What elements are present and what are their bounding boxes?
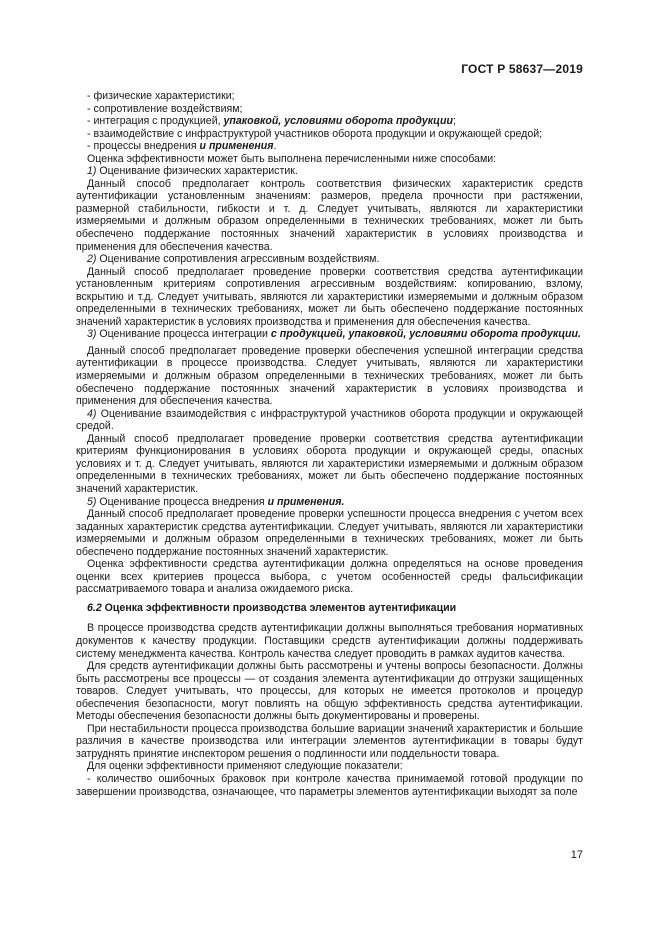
method-4-text: Данный способ предполагает проведение проверки соответствия средства аутентификации критериям функционирования в условиях оборота продукции и окружающей среды, опасных условиях и т. д. Следует учитывать, являются ли характеристики измеряемыми и должным образом определенными в технических требованиях, может ли быть обеспечено поддержание постоянных значений характеристик. xyxy=(76,432,583,495)
section-paragraph-5: - количество ошибочных браковок при контроле качества принимаемой готовой продукции по завершении производства, означающее, что параметры элементов аутентификации выходят за поле xyxy=(76,772,583,798)
document-body xyxy=(76,90,583,798)
bullet-integration-emphasis: упаковкой, условиями оборота продукции xyxy=(223,115,453,128)
method-3-title-text: Оценивание процесса интеграции xyxy=(96,328,271,341)
bullet-resistance: - сопротивление воздействиям; xyxy=(87,102,243,115)
method-3-text: Данный способ предполагает проведение проверки обеспечения успешной интеграции средства аутентификации в процессе производства. Следует учитывать, являются ли характеристики измеряемыми и должным образом определенными в технических требованиях, может ли быть обеспечено поддержание постоянных значений характеристик в условиях производства и применения для обеспечения качества. xyxy=(76,344,583,408)
summary-paragraph: Оценка эффективности средства аутентификации должна определяться на основе проведения оценки всех критериев процесса выбора, с учетом особенностей среды фальсификации рассматриваемого товара и анализа ожидаемого риска. xyxy=(76,558,583,596)
section-number: 6.2 xyxy=(87,601,102,614)
bullet-deployment-emphasis: и применения xyxy=(199,140,274,153)
method-2-title xyxy=(76,253,583,266)
method-3-title-emphasis: с продукцией, упаковкой, условиями оборота продукции. xyxy=(270,328,581,341)
method-2-number: 2) xyxy=(87,253,97,266)
bullet-physical: - физические характеристики; xyxy=(87,90,235,102)
document-id-header: ГОСТ Р 58637—2019 xyxy=(461,62,583,76)
method-5-title-emphasis: и применения. xyxy=(267,495,345,508)
bullet-deployment-end: . xyxy=(273,140,277,153)
page-number: 17 xyxy=(570,849,583,861)
method-5-number: 5) xyxy=(87,495,97,508)
method-4-title xyxy=(76,408,583,433)
method-4-title-text: Оценивание взаимодействия с инфраструктурой участников оборота продукции и окружающей средой. xyxy=(76,407,583,433)
intro-paragraph: Оценка эффективности может быть выполнена перечисленными ниже способами: xyxy=(87,152,497,165)
section-paragraph-1: В процессе производства средств аутентификации должны выполняться требования нормативных документов к качеству продукции. Поставщики средств аутентификации должны поддерживать систему менеджмента качества. Контроль качества следует проводить в рамках аудитов качества. xyxy=(76,622,583,660)
method-2-title-text: Оценивание сопротивления агрессивным воздействиям. xyxy=(96,253,380,266)
bullet-integration-text: - интеграция с продукцией, xyxy=(87,115,224,128)
section-paragraph-4: Для оценки эффективности применяют следующие показатели: xyxy=(87,760,403,773)
method-5-title-text: Оценивание процесса внедрения xyxy=(96,495,268,508)
method-1-title xyxy=(76,165,583,178)
section-heading xyxy=(76,602,583,615)
method-5-text: Данный способ предполагает проведение проверки успешности процесса внедрения с учетом всех заданных характеристик средства аутентификации. Следует учитывать, являются ли характеристики измеряемыми и должным образом определенными в технических требованиях, может ли быть обеспечено поддержание постоянных значений характеристик. xyxy=(76,508,583,558)
method-5-title xyxy=(76,496,583,509)
method-4-number: 4) xyxy=(87,407,97,420)
method-1-title-text: Оценивание физических характеристик. xyxy=(96,165,298,178)
bullet-deployment xyxy=(76,140,583,153)
method-3-title xyxy=(76,328,583,341)
method-1-number: 1) xyxy=(87,165,97,178)
method-2-text: Данный способ предполагает проведение проверки соответствия средства аутентификации установленным критериям сопротивления агрессивным воздействиям: копированию, взлому, вскрытию и т.д. Следует учитывать, являются ли характеристики измеряемыми и должным образом определенными в технических требованиях, может ли быть обеспечено поддержание постоянных значений характеристик в условиях производства и применения для обеспечения качества. xyxy=(76,265,583,328)
method-1-text: Данный способ предполагает контроль соответствия физических характеристик средств аутентификации установленным значениям: размеров, предела прочности при растяжении, размерной стабильности, гибкости и т. д. Следует учитывать, являются ли характеристики измеряемыми и должным образом определенными в технических требованиях, может ли быть обеспечено поддержание постоянных значений характеристик в условиях производства и применения для обеспечения качества. xyxy=(76,177,583,253)
bullet-integration xyxy=(76,115,583,128)
method-3-number: 3) xyxy=(87,328,97,341)
bullet-integration-end: ; xyxy=(452,115,456,128)
bullet-deployment-text: - процессы внедрения xyxy=(87,140,200,153)
section-title: Оценка эффективности производства элементов аутентификации xyxy=(101,601,457,614)
section-paragraph-3: При нестабильности процесса производства большие вариации значений характеристик и большие различия в качестве производства или интеграции элементов аутентификации в товары будут затруднять принятие инспектором решения о подлинности или поддельности товара. xyxy=(76,722,583,760)
bullet-interaction: - взаимодействие с инфраструктурой участников оборота продукции и окружающей средой; xyxy=(87,127,543,140)
section-paragraph-2: Для средств аутентификации должны быть рассмотрены и учтены вопросы безопасности. Должны быть рассмотрены все процессы — от создания элемента аутентификации до отгрузки защищенных товаров. Следует учитывать, что процессы, для которых не имеется протоколов и процедур обеспечения безопасности, могут повлиять на общую эффективность средства аутентификации. Методы обеспечения безопасности должны быть документированы и проверены. xyxy=(76,660,583,723)
